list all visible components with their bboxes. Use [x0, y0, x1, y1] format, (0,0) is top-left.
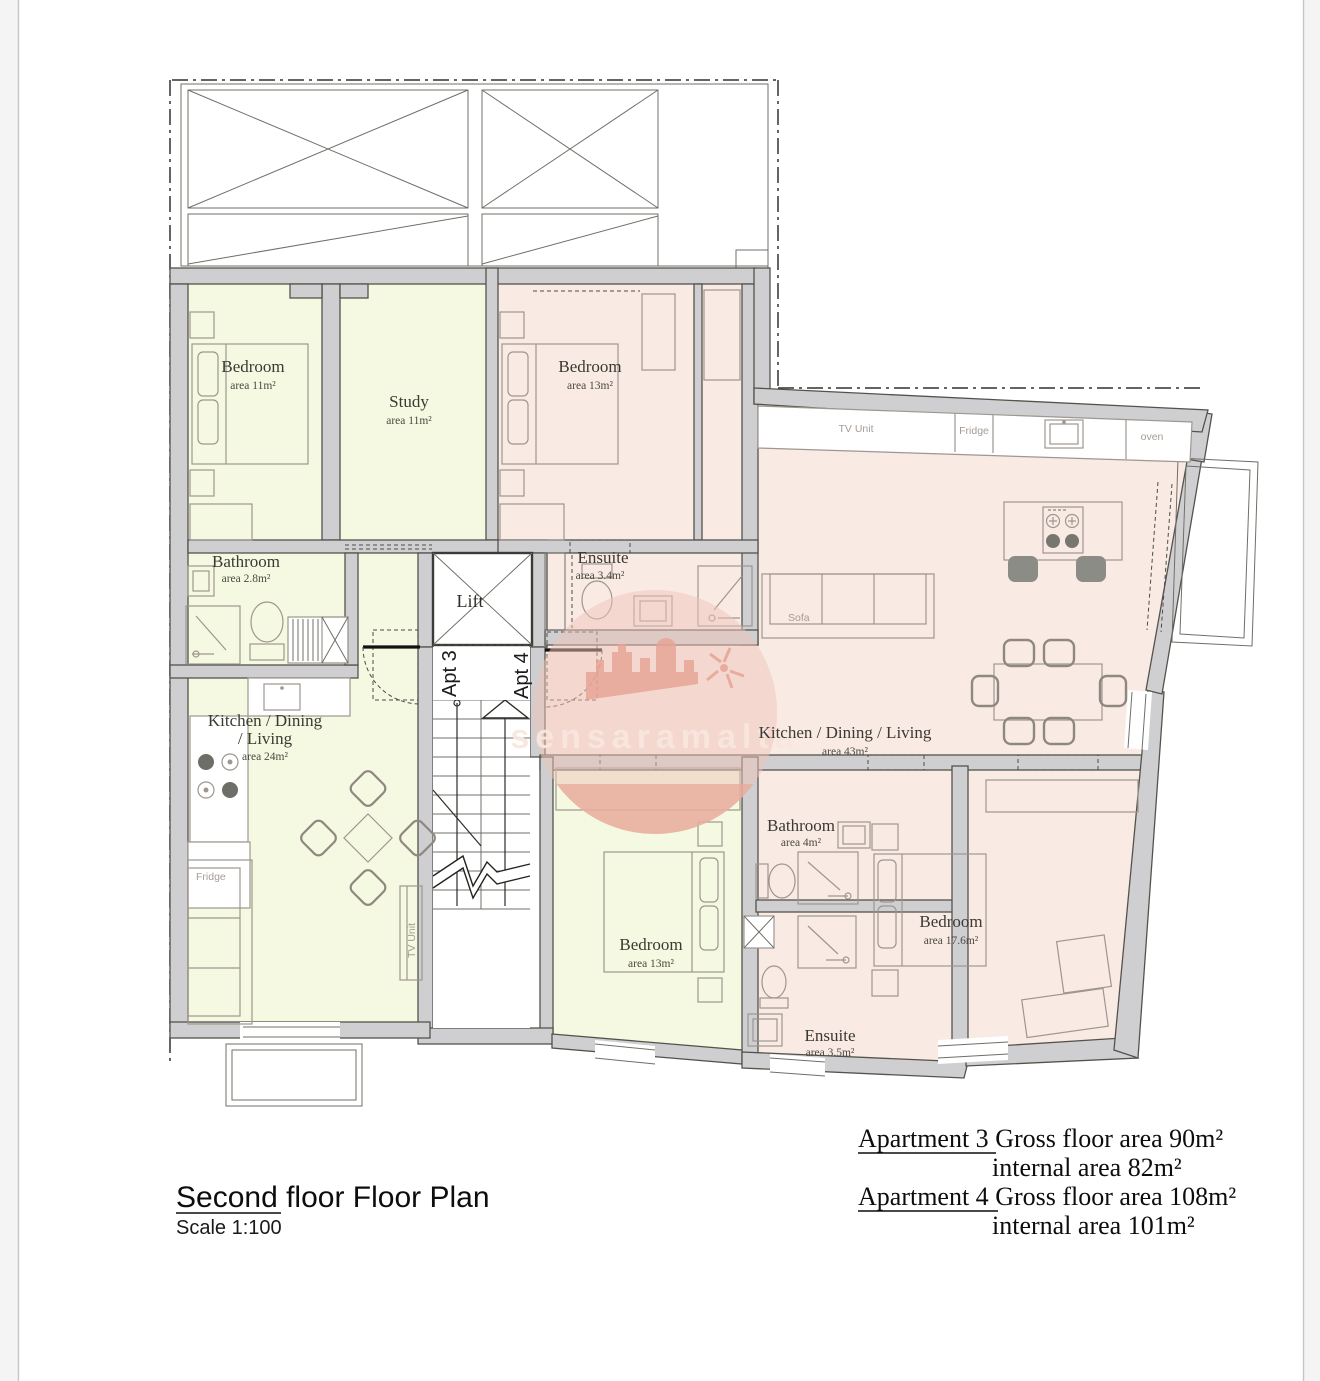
- hob-burner: [198, 754, 214, 770]
- room-area: area 17.6m²: [923, 935, 979, 947]
- room-label-bathroom: Bathroom: [212, 552, 280, 571]
- fridge-label: Fridge: [196, 871, 226, 883]
- room-label-kitchen: Kitchen / Dining / Living: [758, 723, 932, 742]
- duct-shaft: [288, 617, 348, 663]
- sofa-label: Sofa: [788, 612, 810, 624]
- room-area: area 11m²: [386, 415, 432, 427]
- room-area: area 43m²: [822, 746, 868, 758]
- apt3-entrance-label: Apt 3: [439, 650, 461, 697]
- apt3-summary-line: Apartment 3 Gross floor area 90m²: [858, 1124, 1224, 1153]
- fridge-label: Fridge: [959, 425, 989, 437]
- room-label-study: Study: [389, 392, 429, 411]
- room-label-kitchen: Kitchen / Dining: [207, 711, 323, 730]
- staircase: [433, 647, 530, 1028]
- apt4-internal-line: internal area 101m²: [992, 1211, 1195, 1240]
- roof-terrace: [181, 84, 768, 277]
- page-title: Second floor Floor Plan: [176, 1181, 490, 1214]
- apt3-internal-line: internal area 82m²: [992, 1153, 1182, 1182]
- room-area: area 3.5m²: [805, 1047, 855, 1059]
- stool: [1008, 556, 1038, 582]
- tv-unit-label: TV Unit: [838, 423, 874, 435]
- room-label-kitchen: / Living: [237, 729, 293, 748]
- watermark-text: sensaramalta: [510, 718, 800, 756]
- room-area: area 2.8m²: [221, 573, 271, 585]
- title-block: [176, 1181, 490, 1239]
- room-area: area 11m²: [230, 380, 276, 392]
- apt4-summary-line: Apartment 4 Gross floor area 108m²: [858, 1182, 1237, 1211]
- room-label-bathroom: Bathroom: [767, 816, 835, 835]
- scale-label: Scale 1:100: [176, 1217, 282, 1239]
- hob-burner: [222, 782, 238, 798]
- stool: [1076, 556, 1106, 582]
- room-area: area 4m²: [780, 837, 822, 849]
- room-label-bedroom: Bedroom: [221, 357, 285, 376]
- room-label-bedroom: Bedroom: [619, 935, 683, 954]
- room-label-bedroom: Bedroom: [919, 912, 983, 931]
- page-left-margin: [0, 0, 18, 1381]
- oven-label: oven: [1140, 431, 1164, 443]
- duct-shaft: [744, 916, 774, 948]
- page-right-margin: [1303, 0, 1320, 1381]
- room-area: area 24m²: [242, 751, 288, 763]
- tv-unit-label: TV Unit: [406, 922, 418, 958]
- apartment-summary: [858, 1124, 1236, 1240]
- apt4-entrance-label: Apt 4: [511, 652, 533, 699]
- room-label-ensuite: Ensuite: [577, 548, 629, 567]
- room-area: area 13m²: [628, 958, 674, 970]
- room-label-bedroom: Bedroom: [558, 357, 622, 376]
- room-area: area 13m²: [567, 380, 613, 392]
- lift-label: Lift: [456, 591, 484, 611]
- room-area: area 3.4m²: [575, 570, 625, 582]
- room-label-ensuite: Ensuite: [804, 1026, 856, 1045]
